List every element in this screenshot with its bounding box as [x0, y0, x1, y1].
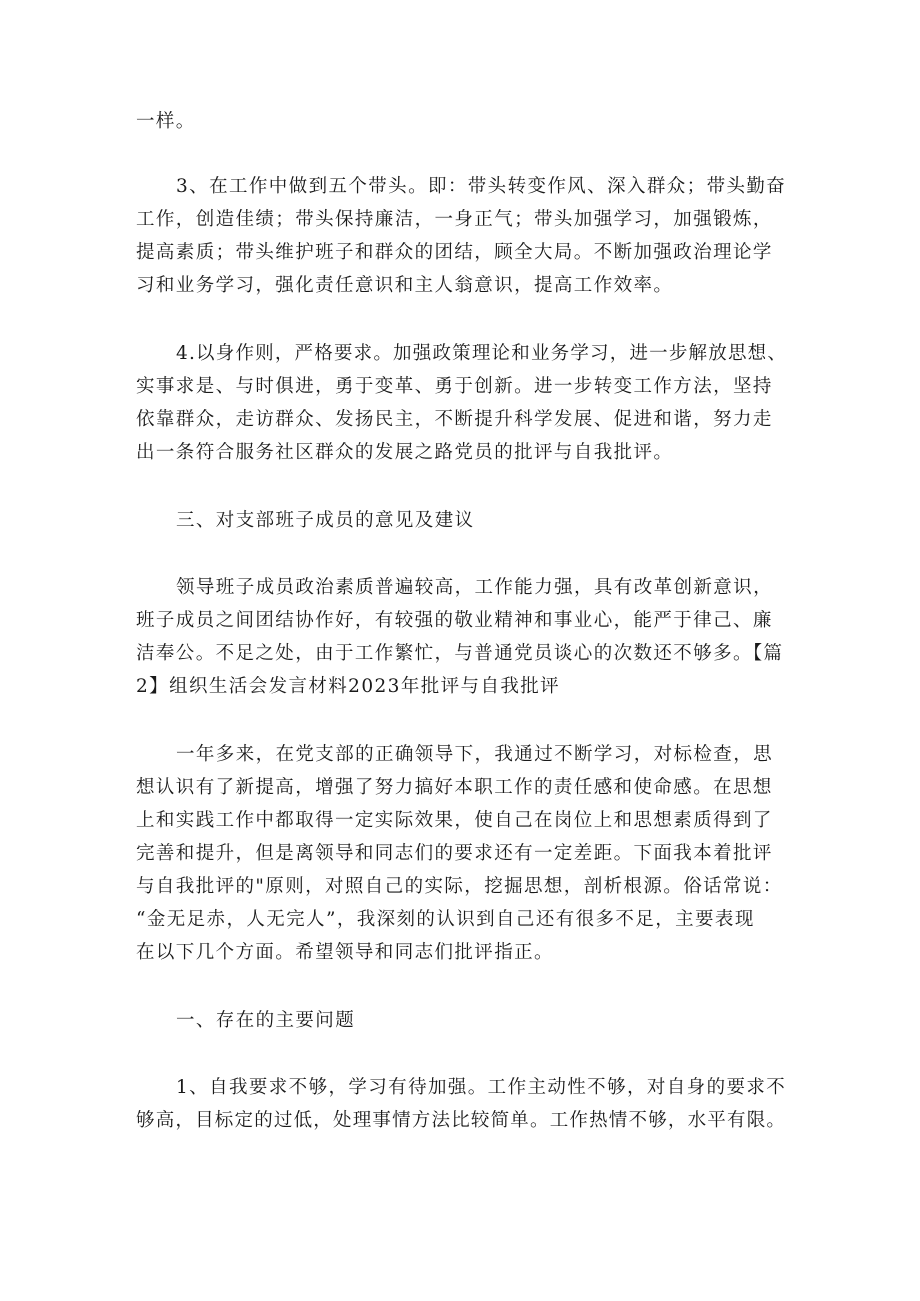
- paragraph-line: 领导班子成员政治素质普遍较高，工作能力强，具有改革创新意识，: [176, 577, 774, 598]
- paragraph-line: 班子成员之间团结协作好，有较强的敬业精神和事业心，能严于律己、廉: [136, 610, 773, 631]
- paragraph-line: 工作，创造佳绩；带头保持廉洁，一身正气；带头加强学习，加强锻炼，: [136, 209, 773, 230]
- paragraph-line: 4.以身作则，严格要求。加强政策理论和业务学习，进一步解放思想、: [176, 343, 788, 364]
- paragraph-line: 2】组织生活会发言材料2023年批评与自我批评: [136, 676, 561, 697]
- paragraph-line: 提高素质；带头维护班子和群众的团结，顾全大局。不断加强政治理论学: [136, 242, 773, 263]
- paragraph-line: 依靠群众，走访群众、发扬民主，不断提升科学发展、促进和谐，努力走: [136, 409, 773, 430]
- paragraph-line: 出一条符合服务社区群众的发展之路党员的批评与自我批评。: [136, 442, 674, 463]
- paragraph-line: “金无足赤，人无完人”，我深刻的认识到自己还有很多不足，主要表现: [136, 909, 755, 930]
- paragraph-line: 想认识有了新提高，增强了努力搞好本职工作的责任感和使命感。在思想: [136, 777, 773, 798]
- paragraph-line: 与自我批评的"原则，对照自己的实际，挖掘思想，剖析根源。俗话常说：: [136, 876, 783, 897]
- paragraph-line: 一样。: [136, 111, 196, 132]
- section-heading: 三、对支部班子成员的意见及建议: [176, 510, 475, 531]
- paragraph-line: 实事求是、与时俱进，勇于变革、勇于创新。进一步转变工作方法，坚持: [136, 376, 773, 397]
- paragraph-line: 洁奉公。不足之处，由于工作繁忙，与普通党员谈心的次数还不够多。【篇: [136, 643, 784, 664]
- paragraph-line: 够高，目标定的过低，处理事情方法比较简单。工作热情不够，水平有限。: [136, 1110, 787, 1131]
- section-heading: 一、存在的主要问题: [176, 1010, 356, 1031]
- paragraph-line: 在以下几个方面。希望领导和同志们批评指正。: [136, 942, 554, 963]
- paragraph-line: 3、在工作中做到五个带头。即：带头转变作风、深入群众；带头勤奋: [176, 176, 787, 197]
- paragraph-line: 上和实践工作中都取得一定实际效果，使自己在岗位上和思想素质得到了: [136, 810, 773, 831]
- paragraph-line: 1、自我要求不够，学习有待加强。工作主动性不够，对自身的要求不: [176, 1077, 787, 1098]
- paragraph-line: 习和业务学习，强化责任意识和主人翁意识，提高工作效率。: [136, 275, 674, 296]
- paragraph-line: 完善和提升，但是离领导和同志们的要求还有一定差距。下面我本着批评: [136, 843, 773, 864]
- paragraph-line: 一年多来，在党支部的正确领导下，我通过不断学习，对标检查，思: [176, 744, 774, 765]
